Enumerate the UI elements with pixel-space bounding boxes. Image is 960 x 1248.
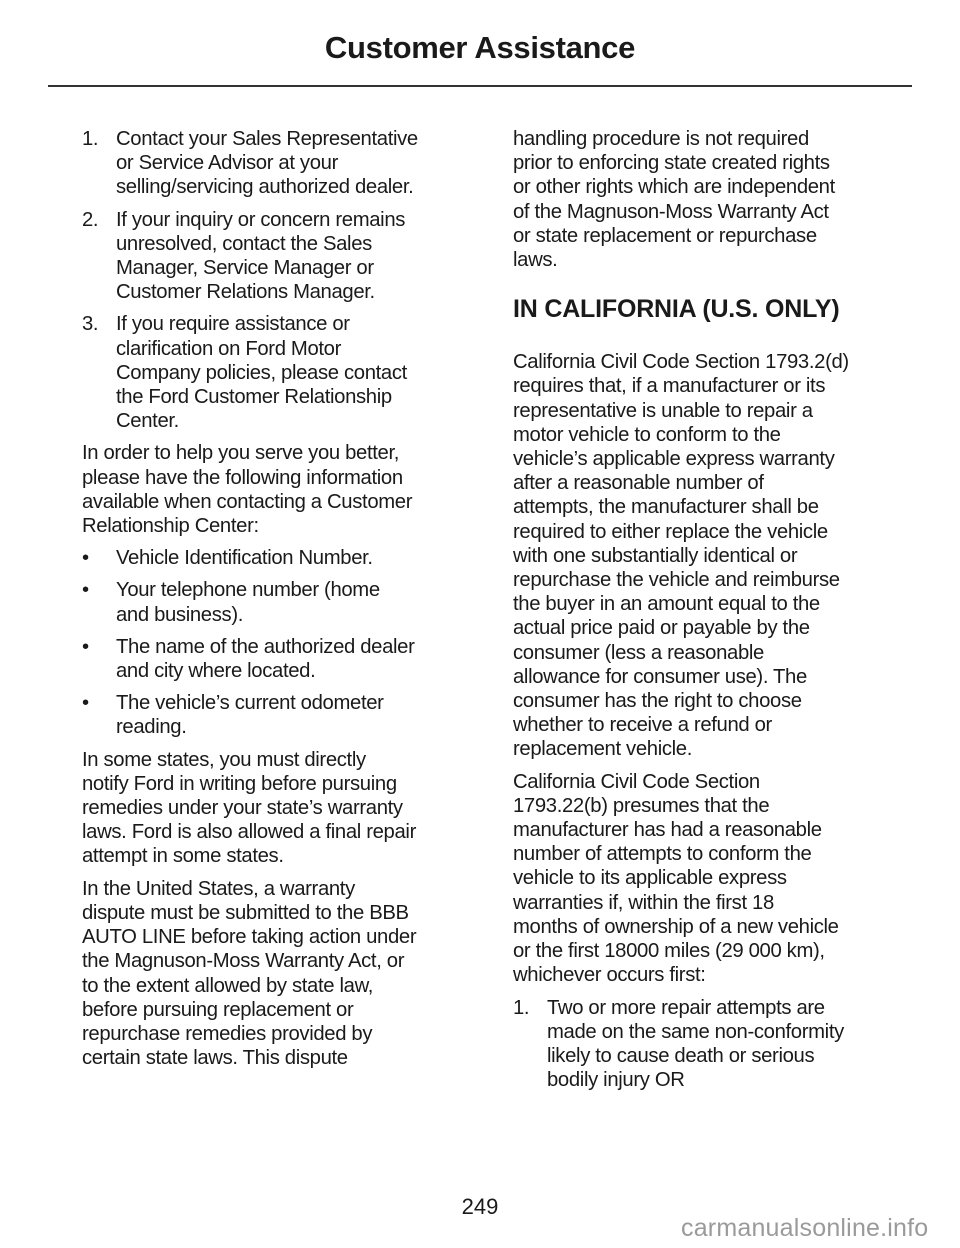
text-line: to the extent allowed by state law, (82, 974, 374, 997)
text-line: California Civil Code Section 1793.2(d) (513, 351, 849, 374)
text-line: Center. (116, 410, 179, 433)
bullet-icon: • (82, 692, 89, 715)
paragraph (513, 770, 913, 988)
text-line: If you require assistance or (116, 313, 350, 336)
section-heading: IN CALIFORNIA (U.S. ONLY) (513, 295, 840, 324)
text-line: reading. (116, 716, 187, 739)
text-line: representative is unable to repair a (513, 399, 813, 422)
text-line: Relationship Center: (82, 515, 259, 538)
bullet-item (82, 691, 482, 739)
text-line: Your telephone number (home (116, 579, 380, 602)
text-line: bodily injury OR (547, 1069, 685, 1092)
page-title: Customer Assistance (324, 30, 636, 65)
numbered-item (82, 208, 482, 305)
text-line: or the first 18000 miles (29 000 km), (513, 940, 825, 963)
bullet-item (82, 578, 482, 626)
text-line: motor vehicle to conform to the (513, 423, 781, 446)
text-line: likely to cause death or serious (547, 1044, 815, 1067)
text-line: Manager, Service Manager or (116, 257, 374, 280)
text-line: laws. Ford is also allowed a final repair (82, 821, 416, 844)
text-line: AUTO LINE before taking action under (82, 926, 417, 949)
numbered-item (82, 312, 482, 433)
paragraph (82, 877, 482, 1071)
text-line: whether to receive a refund or (513, 714, 772, 737)
text-line: allowance for consumer use). The (513, 665, 807, 688)
item-number: 1. (82, 128, 99, 150)
item-number: 1. (513, 996, 530, 1019)
text-line: the buyer in an amount equal to the (513, 593, 820, 616)
text-line: made on the same non-conformity (547, 1020, 844, 1043)
text-line: prior to enforcing state created rights (513, 152, 830, 175)
text-line: months of ownership of a new vehicle (513, 915, 839, 938)
text-line: number of attempts to conform the (513, 843, 812, 866)
item-number: 2. (82, 208, 99, 231)
text-line: requires that, if a manufacturer or its (513, 375, 826, 398)
text-line: selling/servicing authorized dealer. (116, 176, 414, 199)
text-line: repurchase the vehicle and reimburse (513, 569, 840, 592)
text-line: In some states, you must directly (82, 748, 366, 771)
text-line: replacement vehicle. (513, 738, 693, 761)
text-line: vehicle’s applicable express warranty (513, 448, 835, 471)
text-line: required to either replace the vehicle (513, 520, 828, 543)
text-line: Customer Relations Manager. (116, 281, 375, 304)
paragraph (82, 441, 482, 538)
text-line: consumer (less a reasonable (513, 641, 764, 664)
text-line: with one substantially identical or (513, 544, 798, 567)
text-line: certain state laws. This dispute (82, 1047, 348, 1070)
paragraph (513, 350, 913, 761)
text-line: consumer has the right to choose (513, 690, 802, 713)
text-line: 1793.22(b) presumes that the (513, 794, 770, 817)
text-line: please have the following information (82, 466, 403, 489)
paragraph (513, 127, 913, 272)
text-line: attempt in some states. (82, 845, 284, 868)
text-line: before pursuing replacement or (82, 998, 354, 1021)
bullet-icon: • (82, 635, 89, 658)
text-line: clarification on Ford Motor (116, 337, 342, 360)
text-line: and city where located. (116, 660, 316, 683)
text-line: actual price paid or payable by the (513, 617, 810, 640)
text-line: or state replacement or repurchase (513, 224, 817, 247)
text-line: dispute must be submitted to the BBB (82, 901, 409, 924)
text-line: attempts, the manufacturer shall be (513, 496, 819, 519)
item-number: 3. (82, 313, 99, 336)
numbered-item (513, 996, 913, 1093)
text-line: The vehicle’s current odometer (116, 692, 384, 715)
text-line: manufacturer has had a reasonable (513, 819, 822, 842)
watermark: carmanualsonline.info (681, 1214, 929, 1242)
text-line: warranties if, within the first 18 (513, 891, 774, 914)
text-line: after a reasonable number of (513, 472, 764, 495)
text-line: the Magnuson-Moss Warranty Act, or (82, 950, 405, 973)
numbered-item (82, 127, 482, 200)
bullet-item (82, 635, 482, 683)
paragraph (82, 748, 482, 869)
text-line: The name of the authorized dealer (116, 635, 415, 658)
bullet-icon: • (82, 579, 89, 602)
right-column (513, 127, 913, 1100)
text-line: Company policies, please contact (116, 361, 407, 384)
text-line: handling procedure is not required (513, 128, 809, 150)
text-line: If your inquiry or concern remains (116, 208, 406, 231)
text-line: unresolved, contact the Sales (116, 232, 372, 255)
bullet-icon: • (82, 547, 89, 570)
text-line: or Service Advisor at your (116, 152, 338, 175)
text-line: and business). (116, 603, 244, 626)
text-line: In the United States, a warranty (82, 877, 355, 900)
text-line: laws. (513, 249, 558, 272)
text-line: Vehicle Identification Number. (116, 547, 373, 570)
text-line: vehicle to its applicable express (513, 867, 787, 890)
text-line: repurchase remedies provided by (82, 1022, 373, 1045)
bullet-item (82, 546, 482, 570)
title-divider (48, 85, 912, 87)
text-line: remedies under your state’s warranty (82, 797, 403, 820)
text-line: or other rights which are independent (513, 176, 835, 199)
page-number: 249 (461, 1194, 499, 1219)
text-line: the Ford Customer Relationship (116, 386, 392, 409)
text-line: whichever occurs first: (513, 964, 706, 987)
text-line: Two or more repair attempts are (547, 996, 825, 1019)
text-line: Contact your Sales Representative (116, 128, 418, 150)
text-line: California Civil Code Section (513, 770, 760, 793)
text-line: available when contacting a Customer (82, 490, 413, 513)
text-line: In order to help you serve you better, (82, 442, 400, 465)
text-line: of the Magnuson-Moss Warranty Act (513, 200, 829, 223)
left-column (82, 127, 482, 1078)
text-line: notify Ford in writing before pursuing (82, 772, 397, 795)
